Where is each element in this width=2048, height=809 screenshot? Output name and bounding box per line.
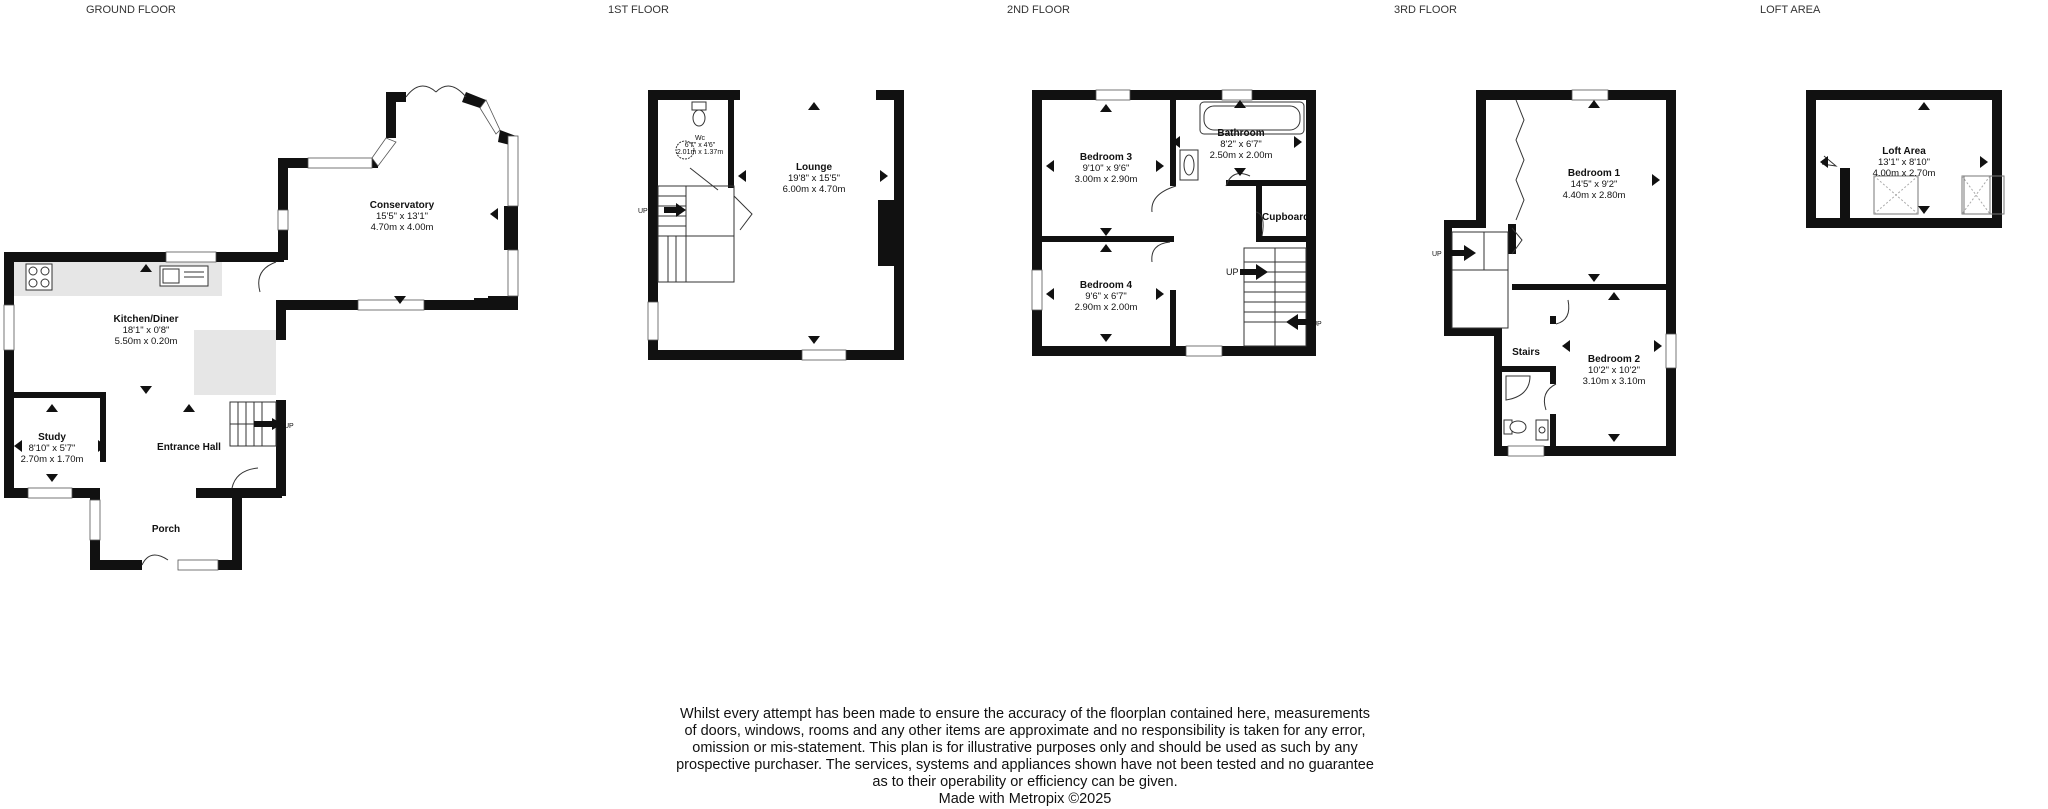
wall [196,488,282,498]
ceiling-height-marker [1100,104,1112,112]
door-swing [1152,186,1176,212]
bedroom3-name: Bedroom 3 [1079,152,1133,163]
wall [1666,90,1676,334]
wall [232,488,242,570]
wall [90,560,142,570]
window [90,500,100,540]
bedroom4-dim-imperial: 9'6" x 6'7" [1085,291,1127,302]
door-swing [232,468,258,488]
wall [1170,290,1176,356]
door-swing [1544,384,1556,410]
wall [1840,168,1850,218]
bedroom4-dim-metric: 2.90m x 2.00m [1074,302,1138,313]
basin-icon [1180,150,1198,180]
ceiling-height-marker [183,404,195,412]
french-doors [406,86,466,97]
ceiling-height-marker [46,404,58,412]
wall [1608,90,1676,100]
wall [1256,186,1262,236]
window [1572,90,1608,100]
ceiling-height-marker [738,170,746,182]
second-stairs-up-label-1: UP [1226,267,1239,277]
ceiling-height-marker [1654,340,1662,352]
wall [1170,90,1176,186]
conservatory-name: Conservatory [369,200,435,211]
wall [216,252,284,262]
study-dim-metric: 2.70m x 1.70m [20,454,84,465]
wall [1806,90,2002,100]
bedroom4-name: Bedroom 4 [1079,280,1133,291]
loft-name: Loft Area [1882,146,1926,157]
wall [1494,446,1508,456]
bedroom2-name: Bedroom 2 [1587,354,1641,365]
window [508,250,518,296]
entrance-hall-name: Entrance Hall [157,442,221,453]
window [166,252,216,262]
door-swing [690,168,718,190]
ceiling-height-marker [1046,288,1054,300]
ceiling-height-marker [14,440,22,452]
loft-dim-imperial: 13'1" x 8'10" [1877,157,1931,168]
second-floor-title: 2ND FLOOR [1007,4,1070,16]
disclaimer-line: prospective purchaser. The services, systems and appliances shown have not been tested and no guarantee [676,757,1374,773]
cooker-hob-icon [26,264,52,290]
ground-floor-plan [4,86,518,570]
wall [196,492,206,496]
ceiling-height-marker [1980,156,1988,168]
bedroom3-dim-metric: 3.00m x 2.90m [1074,174,1138,185]
window [372,138,396,166]
disclaimer-line: as to their operability or efficiency can be given. [872,774,1178,790]
wall [1042,236,1174,242]
window [358,300,424,310]
kitchen-diner-name: Kitchen/Diner [113,314,179,325]
window [480,100,500,134]
lounge-dim-metric: 6.00m x 4.70m [782,184,846,195]
loft-area-title: LOFT AREA [1760,4,1821,16]
ceiling-height-marker [1608,292,1620,300]
wall [1256,236,1316,242]
door-swing [1152,242,1170,262]
ceiling-height-marker [1100,334,1112,342]
wall [1444,220,1452,336]
third-floor-staircase [1450,232,1508,328]
door-swing [259,262,276,292]
conservatory-dim-imperial: 15'5" x 13'1" [375,211,429,222]
first-stairs-up-label: UP [638,208,648,215]
wall [648,90,658,302]
second-stairs-up-label-2: UP [1312,321,1322,328]
window [4,305,14,350]
bathroom-dim-imperial: 8'2" x 6'7" [1220,139,1262,150]
ground-floor-title: GROUND FLOOR [86,4,176,16]
ceiling-height-marker [1100,228,1112,236]
wall [504,206,516,250]
toilet-icon [1504,420,1526,434]
ceiling-height-marker [1294,136,1302,148]
wall [846,350,904,360]
wall [1222,346,1316,356]
wall [4,252,14,496]
ceiling-height-marker [808,102,820,110]
wall [278,230,288,260]
ceiling-height-marker [490,208,498,220]
wall [1550,316,1556,324]
ceiling-height-marker [1918,206,1930,214]
window [802,350,846,360]
loft-dim-metric: 4.00m x 2.70m [1872,168,1936,179]
porch-door-swing [142,555,168,565]
door-swing [1556,300,1569,324]
disclaimer-line: Whilst every attempt has been made to ensure the accuracy of the floorplan contained here, measurements [680,706,1370,722]
disclaimer-line: of doors, windows, rooms and any other items are approximate and no responsibility is taken for any error, [684,723,1366,739]
ceiling-height-marker [1652,174,1660,186]
wall [1544,446,1676,456]
wall [1550,414,1556,446]
wall [4,252,166,262]
porch-name: Porch [151,524,181,535]
ceiling-height-marker [140,386,152,394]
study-dim-imperial: 8'10" x 5'7" [28,443,76,454]
wall [488,296,518,308]
window [278,210,288,230]
bedroom1-dim-metric: 4.40m x 2.80m [1562,190,1626,201]
ceiling-height-marker [1100,244,1112,252]
window [1222,90,1252,100]
wall [1032,90,1042,270]
window [1096,90,1130,100]
third-stairs-up-label: UP [1432,251,1442,258]
wall [14,392,104,398]
wall [1550,372,1556,384]
ceiling-height-marker [46,474,58,482]
ceiling-height-marker [1588,100,1600,108]
bedroom2-dim-imperial: 10'2" x 10'2" [1587,365,1641,376]
wall [1476,90,1572,100]
wc-dim-metric: 2.01m x 1.37m [676,149,724,156]
ceiling-height-marker [1918,102,1930,110]
window [1666,334,1676,368]
window [508,136,518,206]
ceiling-height-marker [1156,160,1164,172]
shower-icon [1506,376,1530,400]
disclaimer-line: omission or mis-statement. This plan is for illustrative purposes only and should be used as such by any [692,740,1358,756]
ceiling-height-marker [1588,274,1600,282]
window [1508,446,1544,456]
wall [1494,328,1502,456]
wall [1226,180,1316,186]
wall [1502,366,1556,372]
sink-icon [160,266,208,286]
cupboard-name: Cupboard [1262,212,1310,223]
wall [1806,218,2002,228]
window [308,158,372,168]
stairs-name: Stairs [1512,347,1540,358]
metropix-credit: Made with Metropix ©2025 [938,791,1112,807]
bedroom1-dim-imperial: 14'5" x 9'2" [1570,179,1618,190]
ceiling-height-marker [1820,156,1828,168]
third-floor-plan [1432,90,1676,456]
wc-name: Wc [694,135,706,142]
window [648,302,658,340]
wall [386,92,406,102]
third-floor-title: 3RD FLOOR [1394,4,1457,16]
ceiling-height-marker [1234,168,1246,176]
wall [648,350,802,360]
kitchen-worktop-2 [194,330,276,395]
disclaimer [640,706,1410,808]
loft-area-plan [1806,90,2004,228]
lounge-name: Lounge [795,162,833,173]
wall [1666,368,1676,456]
lounge-dim-imperial: 19'8" x 15'5" [787,173,841,184]
basin-icon [1536,420,1548,440]
wall [894,90,904,360]
kitchen-diner-dim-imperial: 18'1" x 0'8" [122,325,170,336]
ceiling-height-marker [1156,288,1164,300]
ground-stairs-up-label: UP [284,423,294,430]
window [28,488,72,498]
wall [276,400,286,496]
wall [1992,90,2002,228]
wall [878,200,894,266]
bathroom-dim-metric: 2.50m x 2.00m [1209,150,1273,161]
conservatory-dim-metric: 4.70m x 4.00m [370,222,434,233]
second-floor-plan [1032,90,1322,356]
bedroom2-dim-metric: 3.10m x 3.10m [1582,376,1646,387]
ceiling-height-marker [1608,434,1620,442]
kitchen-diner-dim-metric: 5.50m x 0.20m [114,336,178,347]
bathroom-name: Bathroom [1217,128,1265,139]
wall [728,90,734,188]
window [1186,346,1222,356]
wall [100,392,106,462]
wc-dim-imperial: 6'7" x 4'6" [684,142,716,149]
wall [1806,90,1816,228]
wall [1032,346,1186,356]
first-floor-plan [638,90,904,360]
window [178,560,218,570]
wall [1306,90,1316,356]
wall [648,90,740,100]
ceiling-height-marker [880,170,888,182]
wall [1476,90,1486,222]
study-name: Study [38,432,66,443]
wardrobe [1516,100,1524,220]
wall [1512,284,1676,290]
second-floor-staircase [1240,248,1314,346]
velux-window-icon [1874,176,1918,214]
ceiling-height-marker [1562,340,1570,352]
bedroom3-dim-imperial: 9'10" x 9'6" [1082,163,1130,174]
ceiling-height-marker [1046,160,1054,172]
wall [1444,328,1498,336]
wall [278,158,308,168]
bedroom1-name: Bedroom 1 [1567,168,1621,179]
first-floor-title: 1ST FLOOR [608,4,669,16]
first-floor-staircase [658,186,752,282]
ground-staircase [230,402,282,446]
window [1032,270,1042,310]
ceiling-height-marker [808,336,820,344]
